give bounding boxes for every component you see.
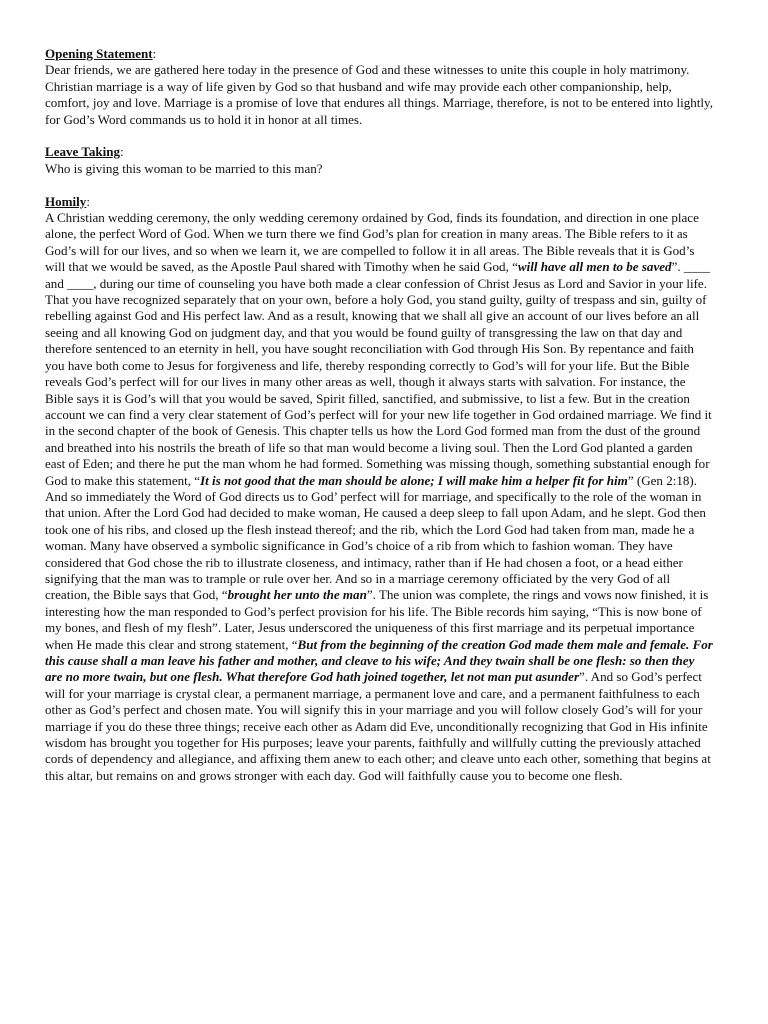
homily-text-3: ” (Gen 2:18). And so immediately the Word of God directs us to God’ perfect will for marriage, and specifically to the role of the woman in that union. After the Lord God had decided to make woman, He caused a deep sleep to fall upon Adam, and he slept. God then took one of his ribs, and closed up the flesh instead thereof; and the rib, which the Lord God had taken from man, made he a woman. Many have observed a symbolic significance in God’s choice of a rib from which to fashion woman. They have considered that God chose the rib to illustrate closeness, and intimacy, rather than if He had chosen a foot, or a head either signifying that the man was to trample or rule over her. And so in a marriage ceremony officiated by the very God of all creation, the Bible says that God, “ (45, 472, 706, 603)
homily-paragraph (45, 210, 715, 784)
homily-text-2: ”. ____ and ____, during our time of counseling you have both made a clear confession of Christ Jesus as Lord and Savior in your life. That you have recognized separately that on your own, before a holy God, you stand guilty, guilty of trespass and sin, guilty of rebelling against God and His perfect law. And as a result, knowing that we shall all give an account of our lives before an all seeing and all knowing God on judgment day, and that you would be found guilty of transgressing the law on that day and therefore sentenced to an eternity in hell, you have sought reconciliation with God through His Son. By repentance and faith you have both come to Jesus for forgiveness and life, thereby responding correctly to God’s will for your life. But the Bible reveals God’s perfect will for our lives in many other areas as well, though it always starts with salvation. For instance, the Bible says it is God’s will that you would be saved, Spirit filled, sanctified, and submissive, to list a few. But in the creation account we can find a very clear statement of God’s perfect will for your new life together in God ordained marriage. We find it in the second chapter of the book of Genesis. This chapter tells us how the Lord God formed man from the dust of the ground and breathed into his nostrils the breath of life so that man would become a living soul. Then the Lord God planted a garden east of Eden; and there he put the man whom he had formed. Something was missing though, something substantial enough for God to make this statement, “ (45, 259, 712, 488)
homily-quote-brought: brought her unto the man (227, 587, 367, 603)
homily-section (45, 194, 715, 785)
homily-quote-genesis: It is not good that the man should be alone; I will make him a helper fit for him (200, 472, 628, 488)
opening-paragraph: Dear friends, we are gathered here today in the presence of God and these witnesses to unite this couple in holy matrimony. Christian marriage is a way of life given by God so that husband and wife may provide each other companionship, help, comfort, joy and love. Marriage is a promise of love that endures all things. Marriage, therefore, is not to be entered into lightly, for God’s Word commands us to hold it in honor at all times. (45, 62, 713, 127)
homily-heading-line (45, 194, 715, 210)
opening-heading: Opening Statement (45, 46, 153, 61)
homily-heading: Homily (45, 193, 87, 209)
section-gap (45, 128, 715, 144)
leave-taking-heading-line (45, 144, 715, 160)
opening-heading-line (45, 46, 715, 62)
homily-text-1: A Christian wedding ceremony, the only wedding ceremony ordained by God, finds its foundation, and direction in one place alone, the perfect Word of God. When we turn there we find God’s plan for creation in many areas. The Bible refers to it as God’s will for our lives, and so when we learn it, we are compelled to follow it in all areas. The Bible reveals that it is God’s will that we would be saved, as the Apostle Paul shared with Timothy when he said God, “ (45, 210, 699, 275)
leave-taking-heading: Leave Taking (45, 144, 121, 160)
leave-taking-section (45, 144, 715, 177)
homily-quote-saved: will have all men to be saved (517, 259, 672, 275)
homily-text-4: ”. The union was complete, the rings and vows now finished, it is interesting how the man responded to God’s perfect provision for his life. The Bible records him saying, “This is now bone of my bones, and flesh of my flesh”. Later, Jesus underscored the uniqueness of this first marriage and its perpetual importance when He made this clear and strong statement, “ (45, 587, 709, 652)
homily-heading-colon: : (86, 193, 90, 209)
opening-section (45, 46, 715, 128)
homily-quote-jesus: But from the beginning of the creation God made them male and female. For this cause shall a man leave his father and mother, and cleave to his wife; And they twain shall be one flesh: so then they are no more twain, but one flesh. What therefore God hath joined together, let not man put asunder (45, 636, 713, 685)
opening-heading-colon: : (152, 46, 157, 61)
section-gap (45, 177, 715, 193)
leave-taking-paragraph: Who is giving this woman to be married to this man? (45, 160, 323, 176)
document-page (45, 46, 715, 784)
leave-taking-heading-colon: : (120, 144, 124, 160)
homily-text-5: ”. And so God’s perfect will for your marriage is crystal clear, a permanent marriage, a permanent love and care, and a permanent faithfulness to each other as God’s perfect and chosen mate. You will signify this in your marriage and you will follow closely God’s will for your marriage if you do these three things; receive each other as Adam did Eve, unconditionally recognizing that God in His infinite wisdom has brought you together for His purposes; leave your parents, faithfully and willfully cutting the previously attached cords of dependency and allegiance, and affixing them anew to each other; and cleave unto each other, something that begins at this altar, but remains on and grows stronger with each day. God will faithfully cause you to become one flesh. (45, 669, 711, 783)
